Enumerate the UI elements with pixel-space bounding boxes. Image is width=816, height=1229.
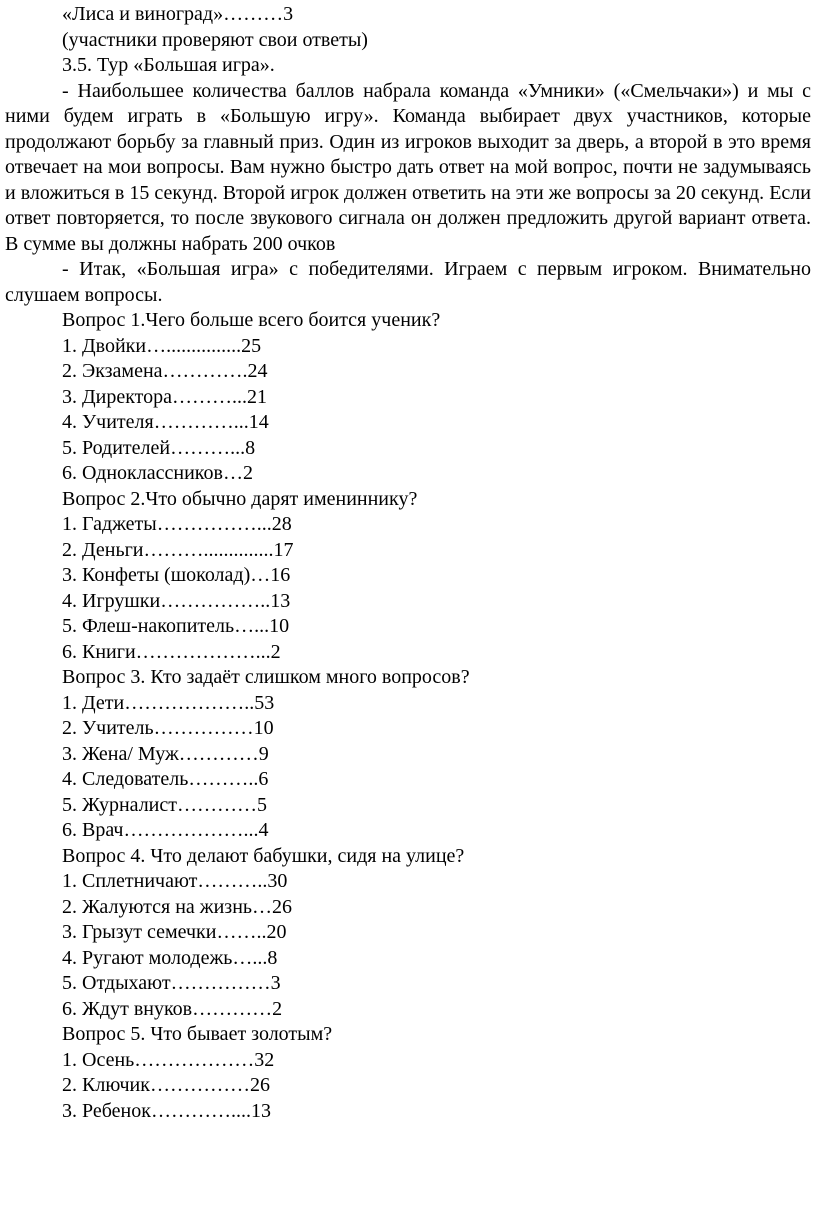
- question-block-2: [5, 487, 811, 666]
- answer-item: 6. Одноклассников…2: [62, 462, 253, 484]
- answer-item: 5. Родителей………...8: [62, 436, 256, 459]
- intro-line-2: (участники проверяют свои ответы): [62, 28, 368, 51]
- answer-item: 3. Конфеты (шоколад)…16: [62, 564, 291, 586]
- answer-list: [5, 1048, 811, 1125]
- answer-item: 2. Экзамена………….24: [62, 360, 268, 382]
- answer-item: 3. Грызут семечки……..20: [62, 921, 287, 943]
- intro-paragraph-2: - Итак, «Большая игра» с победителями. Играем с первым игроком. Внимательно слушаем вопросы.: [5, 258, 811, 306]
- answer-list: [5, 869, 811, 1022]
- question-title: Вопрос 3. Кто задаёт слишком много вопросов?: [62, 666, 470, 688]
- answer-list: [5, 334, 811, 487]
- answer-item: 3. Жена/ Муж…………9: [62, 742, 269, 765]
- question-title: Вопрос 5. Что бывает золотым?: [62, 1023, 333, 1045]
- answer-item: 1. Осень………………32: [62, 1048, 275, 1071]
- answer-item: 5. Журналист…………5: [62, 793, 267, 816]
- question-block-1: [5, 308, 811, 487]
- answer-list: [5, 512, 811, 665]
- answer-item: 1. Сплетничают………..30: [62, 870, 288, 892]
- answer-item: 4. Игрушки……………..13: [62, 589, 291, 612]
- answer-item: 4. Учителя…………...14: [62, 411, 269, 433]
- intro-line-1: «Лиса и виноград»………3: [62, 3, 294, 25]
- section-title: 3.5. Тур «Большая игра».: [62, 54, 275, 76]
- answer-item: 3. Ребенок…………....13: [62, 1099, 271, 1122]
- question-title: Вопрос 1.Чего больше всего боится ученик?: [62, 309, 441, 331]
- question-title: Вопрос 2.Что обычно дарят имениннику?: [62, 487, 418, 510]
- answer-item: 1. Дети………………..53: [62, 691, 275, 714]
- answer-item: 3. Директора………...21: [62, 385, 268, 408]
- question-block-3: [5, 665, 811, 844]
- answer-item: 2. Ключик……………26: [62, 1074, 270, 1096]
- answer-list: [5, 691, 811, 844]
- answer-item: 2. Жалуются на жизнь…26: [62, 895, 293, 918]
- answer-item: 4. Следователь………..6: [62, 768, 269, 790]
- question-title: Вопрос 4. Что делают бабушки, сидя на улице?: [62, 844, 465, 867]
- answer-item: 6. Ждут внуков…………2: [62, 997, 283, 1020]
- question-block-5: [5, 1022, 811, 1124]
- answer-item: 1. Гаджеты……………...28: [62, 513, 292, 535]
- answer-item: 2. Деньги………..............17: [62, 538, 294, 561]
- answer-item: 5. Флеш-накопитель…...10: [62, 615, 290, 637]
- answer-item: 6. Книги………………...2: [62, 640, 281, 663]
- answer-item: 6. Врач………………...4: [62, 819, 269, 841]
- answer-item: 4. Ругают молодежь…...8: [62, 946, 278, 969]
- question-block-4: [5, 844, 811, 1023]
- answer-item: 2. Учитель……………10: [62, 717, 274, 739]
- answer-item: 1. Двойки…...............25: [62, 334, 262, 357]
- rules-paragraph: - Наибольшее количества баллов набрала команда «Умники» («Смельчаки») и мы с ними будем играть в «Большую игру». Команда выбирает двух участников, которые продолжают борьбу за главный приз. Один из игроков выходит за дверь, а второй в это время отвечает на мои вопросы. Вам нужно быстро дать ответ на мой вопрос, почти не задумываясь и вложиться в 15 секунд. Второй игрок должен ответить на эти же вопросы за 20 секунд. Если ответ повторяется, то после звукового сигнала он должен предложить другой вариант ответа. В сумме вы должны набрать 200 очков: [5, 79, 811, 255]
- answer-item: 5. Отдыхают……………3: [62, 972, 281, 994]
